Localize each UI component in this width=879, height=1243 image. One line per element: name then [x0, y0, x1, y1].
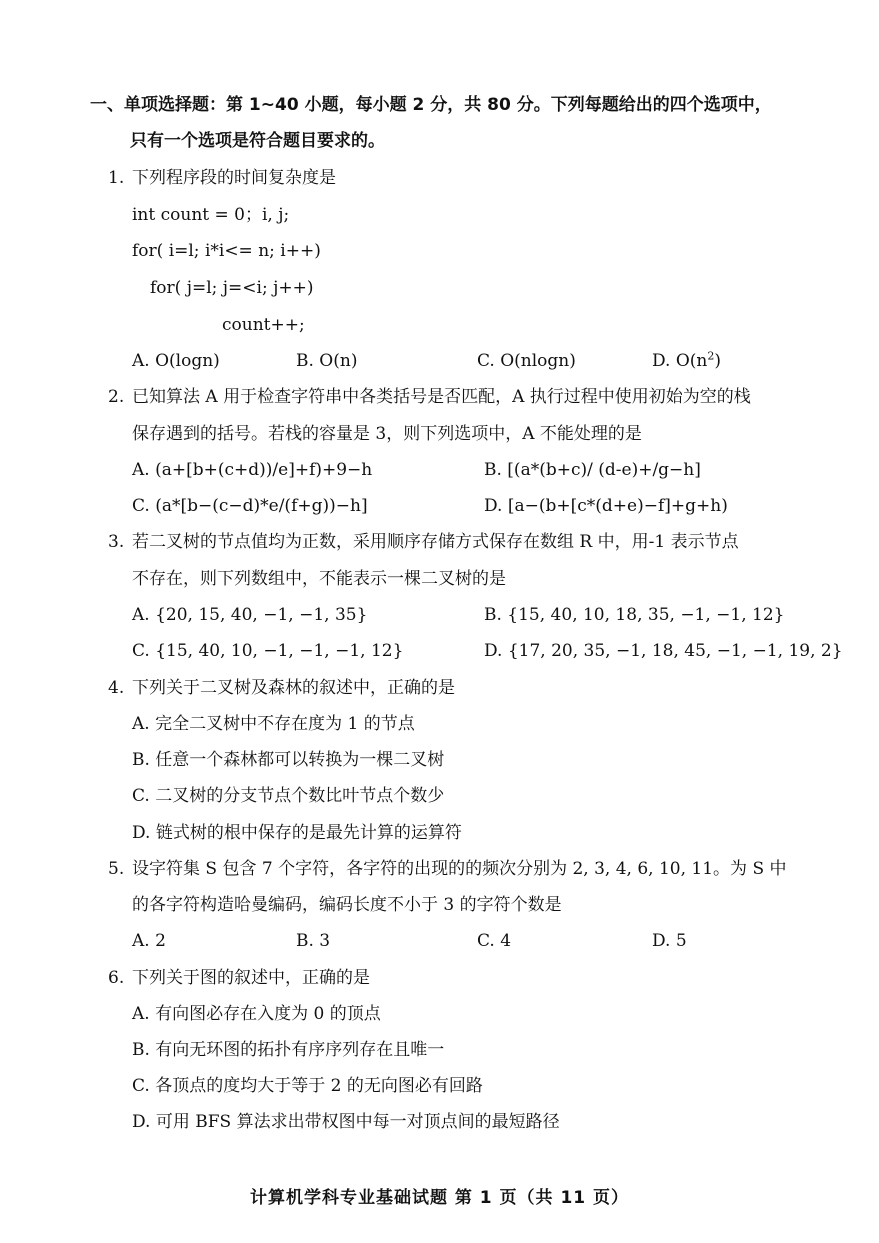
question-text: 保存遇到的括号。若栈的容量是 3，则下列选项中，A 不能处理的是	[132, 424, 642, 444]
option-c: C. O(nlogn)	[477, 351, 576, 371]
code-line: for( i=l; i*i<= n; i++)	[132, 241, 321, 261]
question-number: 5.	[108, 859, 125, 879]
question-number: 4.	[108, 678, 125, 698]
option-d: D. 5	[652, 931, 687, 951]
option-c: C. 各顶点的度均大于等于 2 的无向图必有回路	[132, 1076, 483, 1096]
option-d-close: )	[714, 351, 721, 371]
option-b: B. 有向无环图的拓扑有序序列存在且唯一	[132, 1040, 445, 1060]
question-text: 不存在，则下列数组中，不能表示一棵二叉树的是	[132, 569, 506, 589]
option-d	[652, 350, 721, 372]
option-b: B. 任意一个森林都可以转换为一棵二叉树	[132, 750, 445, 770]
code-line: int count = 0；i, j;	[132, 205, 290, 225]
question-number: 3.	[108, 532, 125, 552]
option-b: B. O(n)	[296, 351, 358, 371]
option-d: D. 可用 BFS 算法求出带权图中每一对顶点间的最短路径	[132, 1112, 560, 1132]
code-line: for( j=l; j=<i; j++)	[150, 278, 314, 298]
question-text: 已知算法 A 用于检查字符串中各类括号是否匹配，A 执行过程中使用初始为空的栈	[132, 387, 751, 407]
option-c: C. 二叉树的分支节点个数比叶节点个数少	[132, 786, 445, 806]
option-d: D. 链式树的根中保存的是最先计算的运算符	[132, 823, 462, 843]
option-d-exponent: 2	[707, 349, 715, 363]
section-heading-line2: 只有一个选项是符合题目要求的。	[130, 131, 385, 151]
option-c: C. {15, 40, 10, −1, −1, −1, 12}	[132, 641, 404, 661]
question-number: 6.	[108, 968, 125, 988]
question-number: 2.	[108, 387, 125, 407]
section-heading-line1: 一、单项选择题：第 1~40 小题，每小题 2 分，共 80 分。下列每题给出的四个选项中，	[90, 95, 772, 115]
option-b: B. {15, 40, 10, 18, 35, −1, −1, 12}	[484, 605, 785, 625]
code-line: count++;	[222, 315, 305, 335]
question-text: 下列关于二叉树及森林的叙述中，正确的是	[132, 678, 455, 698]
question-text: 若二叉树的节点值均为正数，采用顺序存储方式保存在数组 R 中，用-1 表示节点	[132, 532, 739, 552]
question-text: 的各字符构造哈曼编码，编码长度不小于 3 的字符个数是	[132, 895, 562, 915]
option-a: A. (a+[b+(c+d))/e]+f)+9−h	[132, 460, 373, 480]
question-text: 下列关于图的叙述中，正确的是	[132, 968, 370, 988]
option-a: A. 完全二叉树中不存在度为 1 的节点	[132, 714, 415, 734]
option-c: C. 4	[477, 931, 512, 951]
option-d: D. {17, 20, 35, −1, 18, 45, −1, −1, 19, 2}	[484, 641, 843, 661]
option-a: A. 2	[132, 931, 166, 951]
option-b: B. [(a*(b+c)/ (d-e)+/g−h]	[484, 460, 701, 480]
page-footer: 计算机学科专业基础试题 第 1 页（共 11 页）	[249, 1188, 630, 1208]
option-d: D. [a−(b+[c*(d+e)−f]+g+h)	[484, 496, 728, 516]
option-b: B. 3	[296, 931, 331, 951]
option-a: A. O(logn)	[132, 351, 220, 371]
option-c: C. (a*[b−(c−d)*e/(f+g))−h]	[132, 496, 368, 516]
question-text: 设字符集 S 包含 7 个字符，各字符的出现的的频次分别为 2, 3, 4, 6, 10, 11。为 S 中	[132, 859, 787, 879]
option-a: A. {20, 15, 40, −1, −1, 35}	[132, 605, 368, 625]
question-text: 下列程序段的时间复杂度是	[132, 168, 336, 188]
option-a: A. 有向图必存在入度为 0 的顶点	[132, 1004, 381, 1024]
option-d-base: D. O(n	[652, 351, 708, 371]
question-number: 1.	[108, 168, 125, 188]
